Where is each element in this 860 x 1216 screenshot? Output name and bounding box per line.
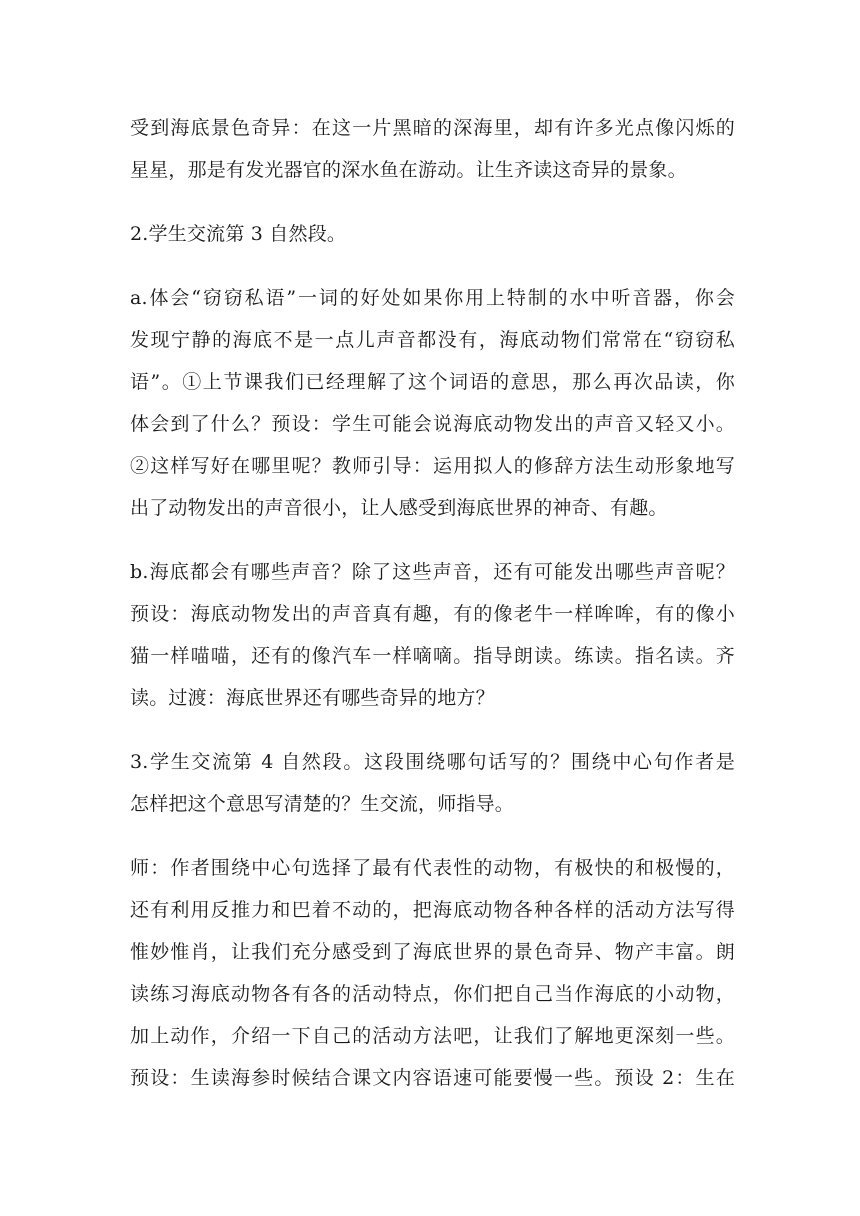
text-line: 语”。①上节课我们已经理解了这个词语的意思，那么再次品读，你	[130, 371, 735, 393]
paragraph-6	[130, 847, 735, 1099]
paragraph-4	[130, 551, 735, 719]
text-line: 猫一样喵喵，还有的像汽车一样嘀嘀。指导朗读。练读。指名读。齐	[130, 645, 735, 667]
text-line: 惟妙惟肖，让我们充分感受到了海底世界的景色奇异、物产丰富。朗	[130, 941, 735, 963]
text-line: 星星，那是有发光器官的深水鱼在游动。让生齐读这奇异的景象。	[130, 159, 687, 181]
text-line: 预设：生读海参时候结合课文内容语速可能要慢一些。预设 2：生在	[130, 1067, 735, 1089]
document-body	[130, 107, 735, 1121]
text-line: 受到海底景色奇异：在这一片黑暗的深海里，却有许多光点像闪烁的	[130, 117, 735, 139]
text-line: b.海底都会有哪些声音？除了这些声音，还有可能发出哪些声音呢？	[130, 561, 735, 583]
text-line: 读。过渡：海底世界还有哪些奇异的地方？	[130, 687, 495, 709]
text-line: 师：作者围绕中心句选择了最有代表性的动物，有极快的和极慢的，	[130, 857, 735, 879]
text-line: 预设：海底动物发出的声音真有趣，有的像老牛一样哞哞，有的像小	[130, 603, 735, 625]
text-line: 3.学生交流第 4 自然段。这段围绕哪句话写的？围绕中心句作者是	[130, 751, 735, 773]
paragraph-5	[130, 741, 735, 825]
text-line: 出了动物发出的声音很小，让人感受到海底世界的神奇、有趣。	[130, 497, 668, 519]
text-line: 怎样把这个意思写清楚的？生交流，师指导。	[130, 793, 515, 815]
paragraph-1	[130, 107, 735, 191]
text-line: ②这样写好在哪里呢？教师引导：运用拟人的修辞方法生动形象地写	[130, 455, 735, 477]
text-line: 读练习海底动物各有各的活动特点，你们把自己当作海底的小动物，	[130, 983, 735, 1005]
text-line: 2.学生交流第 3 自然段。	[130, 223, 347, 245]
paragraph-3	[130, 277, 735, 529]
text-line: 加上动作，介绍一下自己的活动方法吧，让我们了解地更深刻一些。	[130, 1025, 735, 1047]
paragraph-2	[130, 213, 735, 255]
text-line: 体会到了什么？预设：学生可能会说海底动物发出的声音又轻又小。	[130, 413, 735, 435]
text-line: a.体会“窃窃私语”一词的好处如果你用上特制的水中听音器，你会	[130, 287, 735, 309]
text-line: 发现宁静的海底不是一点儿声音都没有，海底动物们常常在“窃窃私	[130, 329, 735, 351]
text-line: 还有利用反推力和巴着不动的，把海底动物各种各样的活动方法写得	[130, 899, 735, 921]
